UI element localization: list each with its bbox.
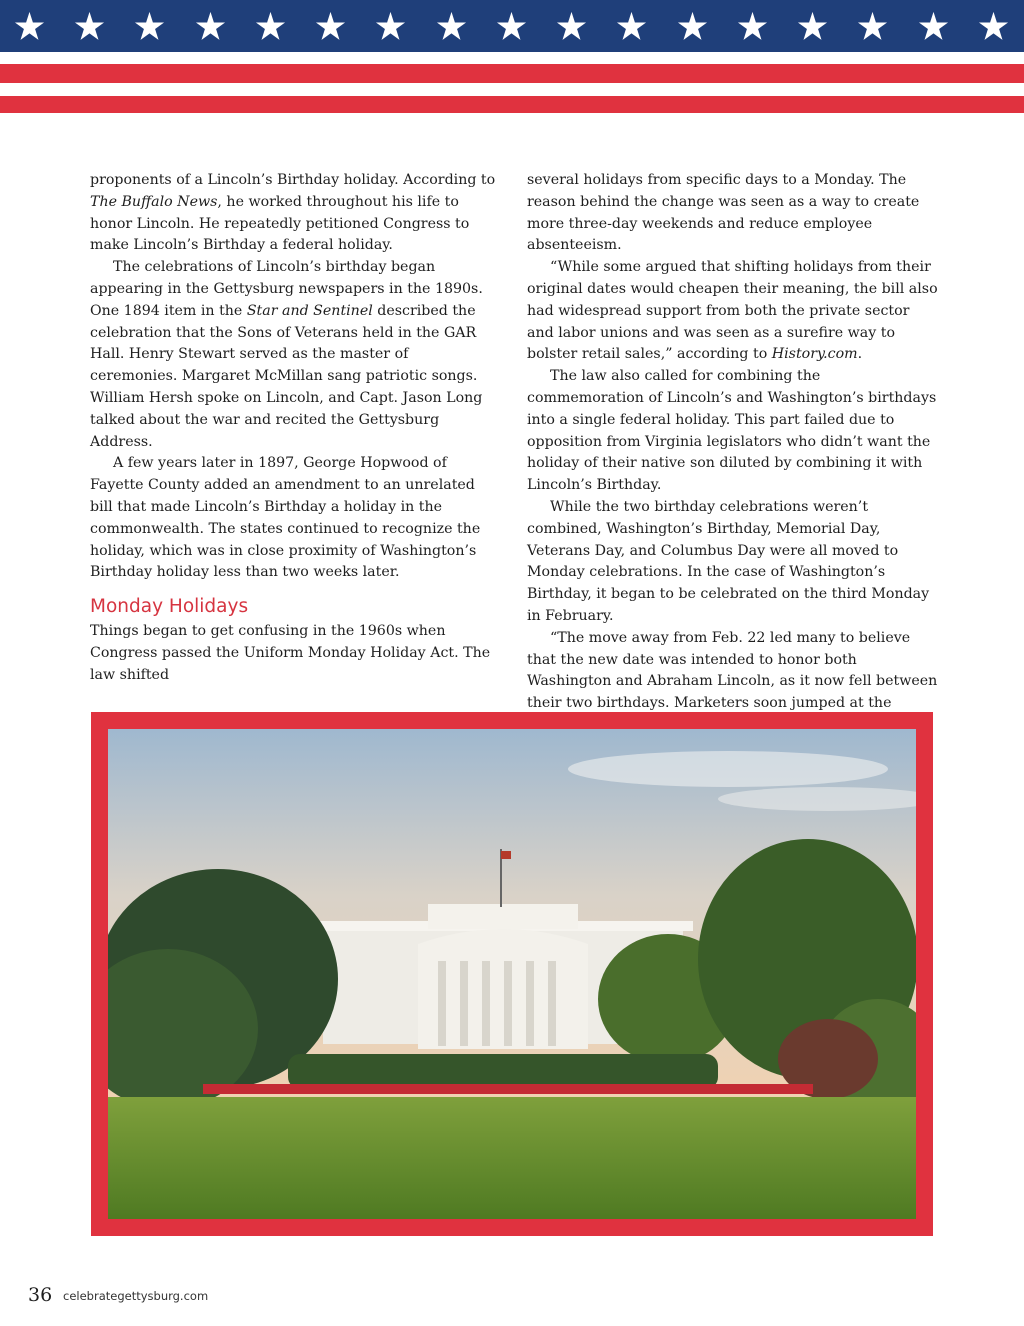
star-icon bbox=[436, 11, 467, 42]
right-column bbox=[527, 170, 939, 737]
star-icon bbox=[797, 11, 828, 42]
text-run: described the celebration that the Sons of Veterans held in the GAR Hall. Henry Stewart served as the master of ceremonies. Margaret McMillan sang patriotic songs. William Hersh spoke on Lincoln, and Capt. Jason Long talked about the war and recited the Gettysburg Address. bbox=[90, 302, 483, 450]
star-icon bbox=[857, 11, 888, 42]
red-stripe-top bbox=[0, 64, 1024, 83]
photo-frame bbox=[91, 712, 933, 1236]
paragraph: several holidays from specific days to a Monday. The reason behind the change was seen as a way to create more three-day weekends and reduce employee absenteeism. bbox=[527, 172, 920, 254]
paragraph: “The move away from Feb. 22 led many to believe that the new date was intended to honor both Washington and Abraham Lincoln, as it now fell between their two birthdays. Marketers soon jumped at the bbox=[527, 629, 938, 712]
paragraph bbox=[90, 170, 496, 257]
paragraph: While the two birthday celebrations weren’t combined, Washington’s Birthday, Memorial Day, Veterans Day, and Columbus Day were all moved to Monday celebrations. In the case of Washington’s Birthday, it began to be celebrated on the third Monday in February. bbox=[527, 498, 930, 624]
star-icon bbox=[677, 11, 708, 42]
paragraph bbox=[527, 257, 939, 366]
star-icon bbox=[315, 11, 346, 42]
star-icon bbox=[14, 11, 45, 42]
paragraph bbox=[90, 257, 496, 453]
paragraph: A few years later in 1897, George Hopwood of Fayette County added an amendment to an unrelated bill that made Lincoln’s Birthday a holiday in the commonwealth. The states continued to recognize the holiday, which was in close proximity of Washington’s Birthday holiday less than two weeks later. bbox=[90, 455, 481, 581]
star-icon bbox=[134, 11, 165, 42]
star-icon bbox=[616, 11, 647, 42]
star-banner bbox=[0, 0, 1024, 52]
star-icon bbox=[556, 11, 587, 42]
star-icon bbox=[978, 11, 1009, 42]
star-icon bbox=[737, 11, 768, 42]
star-icon bbox=[375, 11, 406, 42]
star-icon bbox=[74, 11, 105, 42]
star-icon bbox=[496, 11, 527, 42]
section-heading: Monday Holidays bbox=[90, 596, 249, 618]
white-house-photo bbox=[108, 729, 916, 1219]
website-url: celebrategettysburg.com bbox=[63, 1289, 209, 1303]
website-citation: History.com bbox=[771, 346, 858, 363]
star-icon bbox=[255, 11, 286, 42]
star-icon bbox=[918, 11, 949, 42]
text-run: The celebrations of Lincoln’s birthday began appearing in the Gettysburg newspapers in the 1890s. One 1894 item in the bbox=[90, 259, 483, 319]
star-icon bbox=[195, 11, 226, 42]
text-run: proponents of a Lincoln’s Birthday holiday. According to bbox=[90, 172, 496, 188]
publication-title: Star and Sentinel bbox=[246, 302, 373, 319]
left-column bbox=[90, 170, 496, 687]
red-stripe-bottom bbox=[0, 96, 1024, 113]
publication-title: The Buffalo News bbox=[90, 193, 218, 210]
page-number: 36 bbox=[28, 1284, 53, 1306]
text-run: , he worked throughout his life to honor Lincoln. He repeatedly petitioned Congress to make Lincoln’s Birthday a federal holiday. bbox=[90, 193, 470, 254]
text-run: “While some argued that shifting holidays from their original dates would cheapen their meaning, the bill also had widespread support from both the private sector and labor unions and was seen as a surefire way to bolster retail sales,” according to bbox=[527, 259, 938, 363]
paragraph: The law also called for combining the commemoration of Lincoln’s and Washington’s birthdays into a single federal holiday. This part failed due to opposition from Virginia legislators who didn’t want the holiday of their native son diluted by combining it with Lincoln’s Birthday. bbox=[527, 368, 937, 494]
text-run: . bbox=[857, 346, 863, 363]
paragraph: Things began to get confusing in the 1960s when Congress passed the Uniform Monday Holiday Act. The law shifted bbox=[90, 623, 491, 683]
